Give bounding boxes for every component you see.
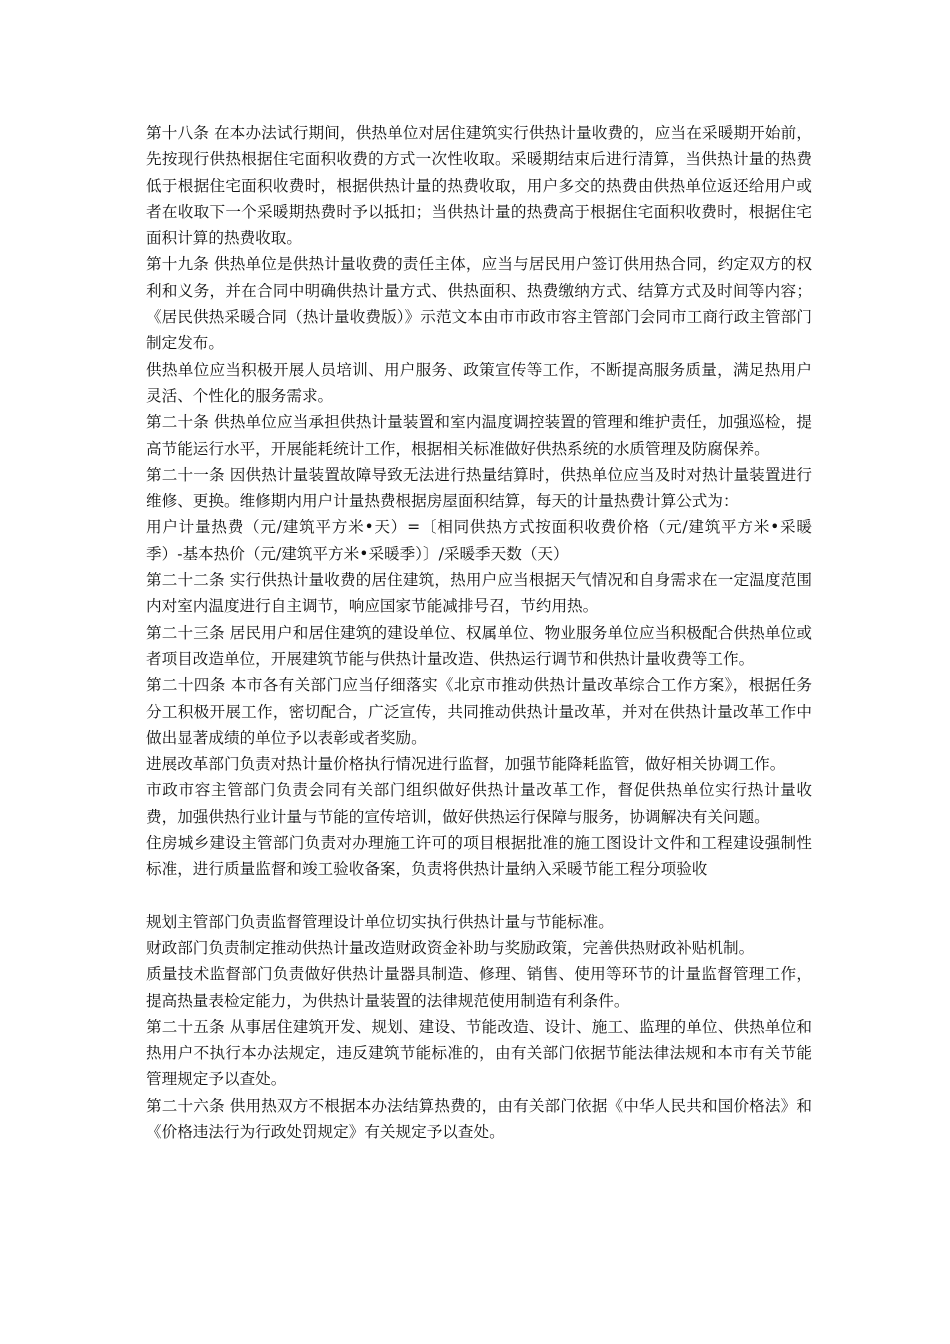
article-21: 第二十一条 因供热计量装置故障导致无法进行热量结算时，供热单位应当及时对热计量装置进行维修、更换。维修期内用户计量热费根据房屋面积结算，每天的计量热费计算公式为： [146, 465, 812, 511]
finance-duty: 财政部门负责制定推动供热计量改造财政资金补助与奖励政策，完善供热财政补贴机制。 [146, 938, 755, 957]
article-23: 第二十三条 居民用户和居住建筑的建设单位、权属单位、物业服务单位应当积极配合供热单位或者项目改造单位，开展建筑节能与供热计量改造、供热运行调节和供热计量收费等工作。 [146, 623, 812, 668]
article-19: 第十九条 供热单位是供热计量收费的责任主体，应当与居民用户签订供用热合同，约定双方的权利和义务，并在合同中明确供热计量方式、供热面积、热费缴纳方式、结算方式及时间等内容；《居民供热采暖合同（热计量收费版）》示范文本由市市政市容主管部门会同市工商行政主管部门制定发布。 [146, 255, 812, 353]
municipal-admin-duty: 市政市容主管部门负责会同有关部门组织做好供热计量改革工作，督促供热单位实行热计量收费，加强供热行业计量与节能的宣传培训，做好供热运行保障与服务，协调解决有关问题。 [146, 781, 812, 826]
development-reform-duty: 进展改革部门负责对热计量价格执行情况进行监督，加强节能降耗监管，做好相关协调工作。 [146, 755, 786, 774]
document-body [146, 120, 812, 1145]
article-18: 第十八条 在本办法试行期间，供热单位对居住建筑实行供热计量收费的，应当在采暖期开始前，先按现行供热根据住宅面积收费的方式一次性收取。采暖期结束后进行清算，当供热计量的热费低于根据住宅面积收费时，根据供热计量的热费收取，用户多交的热费由供热单位返还给用户或者在收取下一个采暖期热费时予以抵扣；当供热计量的热费高于根据住宅面积收费时，根据住宅面积计算的热费收取。 [146, 124, 812, 248]
article-19-paragraph-2: 供热单位应当积极开展人员培训、用户服务、政策宣传等工作，不断提高服务质量，满足热用户灵活、个性化的服务需求。 [146, 360, 812, 405]
housing-construction-duty: 住房城乡建设主管部门负责对办理施工许可的项目根据批准的施工图设计文件和工程建设强制性标准，进行质量监督和竣工验收备案，负责将供热计量纳入采暖节能工程分项验收 [146, 834, 812, 879]
heat-fee-formula: 用户计量热费（元/建筑平方米•天）=〔相同供热方式按面积收费价格（元/建筑平方米•采暖季）-基本热价（元/建筑平方米•采暖季）〕/采暖季天数（天） [146, 518, 812, 563]
article-24: 第二十四条 本市各有关部门应当仔细落实《北京市推动供热计量改革综合工作方案》，根据任务分工积极开展工作，密切配合，广泛宣传，共同推动供热计量改革，并对在供热计量改革工作中做出显著成绩的单位予以表彰或者奖励。 [146, 676, 812, 747]
article-22: 第二十二条 实行供热计量收费的居住建筑，热用户应当根据天气情况和自身需求在一定温度范围内对室内温度进行自主调节，响应国家节能减排号召，节约用热。 [146, 571, 812, 616]
paragraph-gap [146, 883, 812, 909]
article-26: 第二十六条 供用热双方不根据本办法结算热费的，由有关部门依据《中华人民共和国价格法》和《价格违法行为行政处罚规定》有关规定予以查处。 [146, 1096, 812, 1141]
quality-supervision-duty: 质量技术监督部门负责做好供热计量器具制造、修理、销售、使用等环节的计量监督管理工作，提高热量表检定能力，为供热计量装置的法律规范使用制造有利条件。 [146, 965, 812, 1010]
article-20: 第二十条 供热单位应当承担供热计量装置和室内温度调控装置的管理和维护责任，加强巡检，提高节能运行水平，开展能耗统计工作，根据相关标准做好供热系统的水质管理及防腐保养。 [146, 413, 812, 458]
article-25: 第二十五条 从事居住建筑开发、规划、建设、节能改造、设计、施工、监理的单位、供热单位和热用户不执行本办法规定，违反建筑节能标准的，由有关部门依据节能法律法规和本市有关节能管理规定予以查处。 [146, 1017, 812, 1089]
planning-duty: 规划主管部门负责监督管理设计单位切实执行供热计量与节能标准。 [146, 912, 614, 931]
